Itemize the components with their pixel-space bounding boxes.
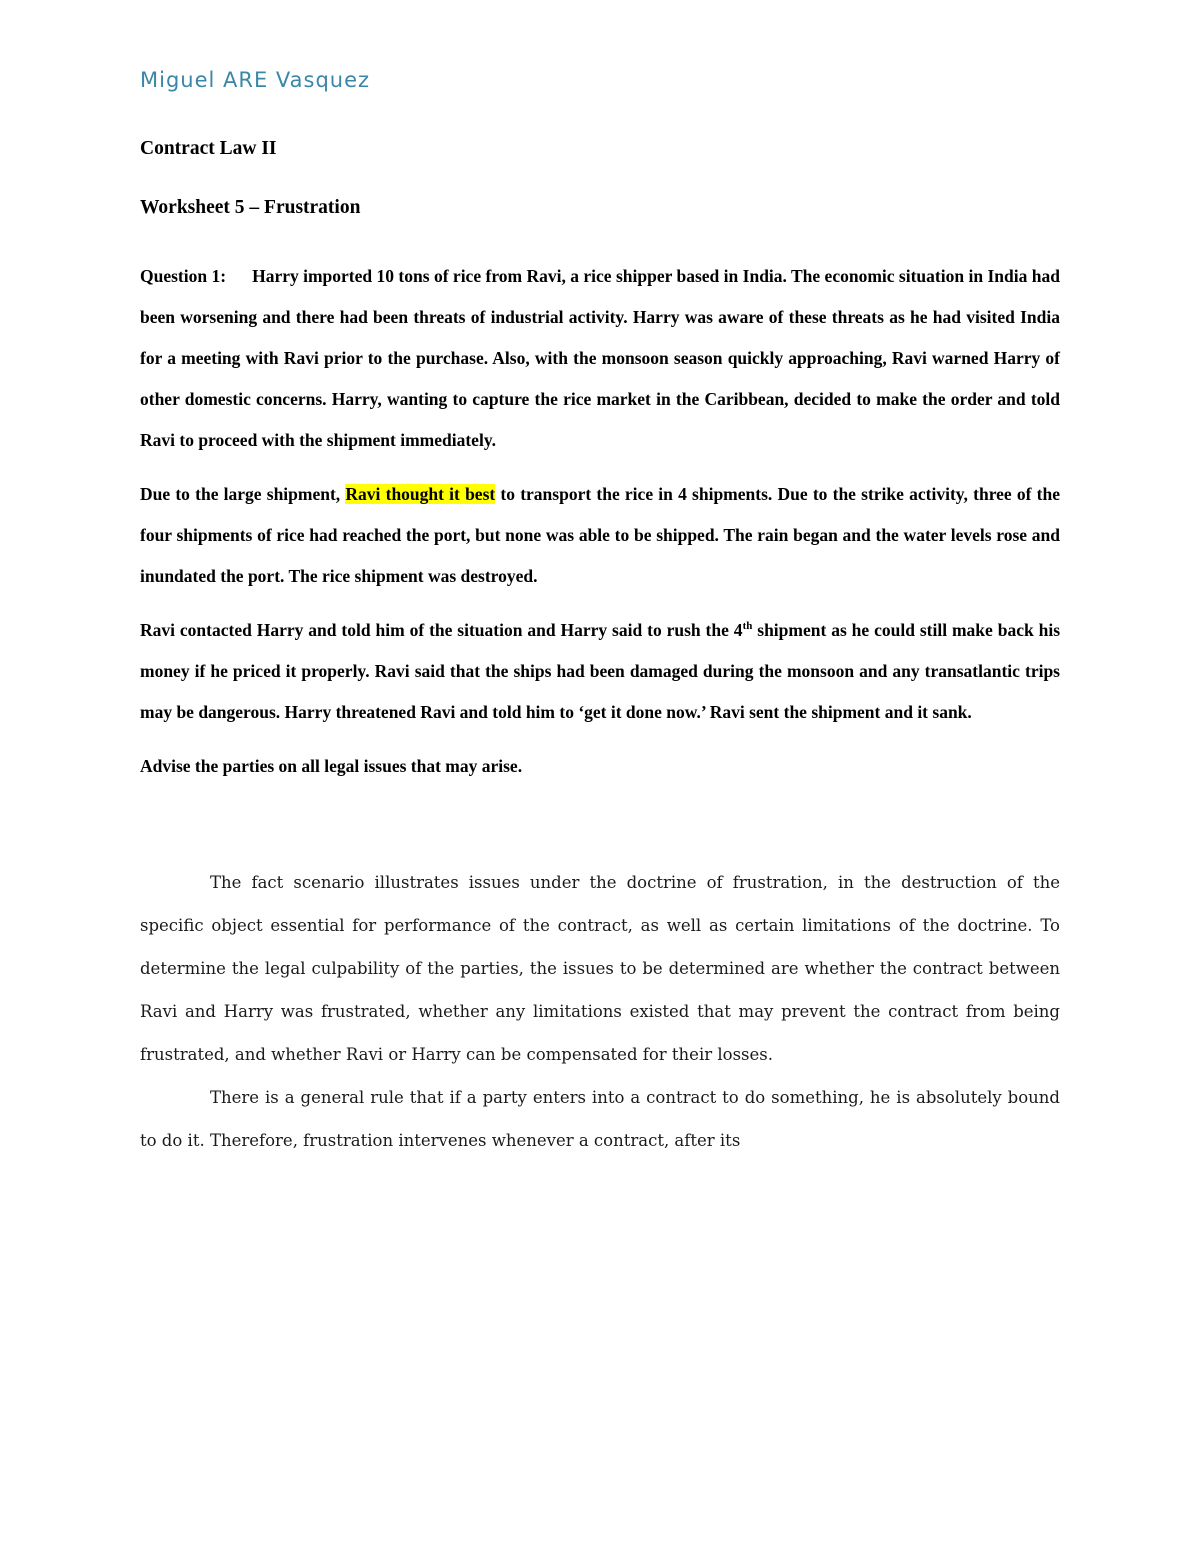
document-title: Contract Law II (140, 138, 277, 159)
question-label: Question 1: (140, 266, 227, 286)
question-paragraph-2-text-before: Due to the large shipment, (140, 484, 346, 504)
question-paragraph-3-text-before: Ravi contacted Harry and told him of the situation and Harry said to rush the 4 (140, 620, 743, 640)
ordinal-superscript: th (742, 620, 753, 633)
question-paragraph-1-text: Harry imported 10 tons of rice from Ravi, a rice shipper based in India. The economic situation in India had been worsening and there had been threats of industrial activity. Harry was aware of these threats as he had visited India for a meeting with Ravi prior to the purchase. Also, with the monsoon season quickly approaching, Ravi warned Harry of other domestic concerns. Harry, wanting to capture the rice market in the Caribbean, decided to make the order and told Ravi to proceed with the shipment immediately. (140, 266, 1060, 450)
question-paragraph-4: Advise the parties on all legal issues that may arise. (140, 756, 523, 776)
highlighted-phrase: Ravi thought it best (345, 484, 496, 504)
answer-section (140, 861, 1060, 1162)
question-paragraph-2 (140, 474, 1060, 597)
question-paragraph-3 (140, 610, 1060, 733)
question-paragraph-1 (140, 256, 1060, 461)
document-subtitle: Worksheet 5 – Frustration (140, 197, 361, 218)
author-name: Miguel ARE Vasquez (140, 68, 371, 92)
answer-paragraph-2: There is a general rule that if a party enters into a contract to do something, he is absolutely bound to do it. Therefore, frustration intervenes whenever a contract, after its (140, 1088, 1060, 1150)
question-paragraph-2-text-after: to transport the rice in 4 shipments. Due to the strike activity, three of the four shipments of rice had reached the port, but none was able to be shipped. The rain began and the water levels rose and inundated the port. The rice shipment was destroyed. (140, 484, 1061, 586)
question-paragraph-3-text-after: shipment as he could still make back his money if he priced it properly. Ravi said that the ships had been damaged during the monsoon and any transatlantic trips may be dangerous. Harry threatened Ravi and told him to ‘get it done now.’ Ravi sent the shipment and it sank. (140, 620, 1061, 722)
answer-paragraph-1: The fact scenario illustrates issues under the doctrine of frustration, in the destruction of the specific object essential for performance of the contract, as well as certain limitations of the doctrine. To determine the legal culpability of the parties, the issues to be determined are whether the contract between Ravi and Harry was frustrated, whether any limitations existed that may prevent the contract from being frustrated, and whether Ravi or Harry can be compensated for their losses. (140, 873, 1060, 1064)
